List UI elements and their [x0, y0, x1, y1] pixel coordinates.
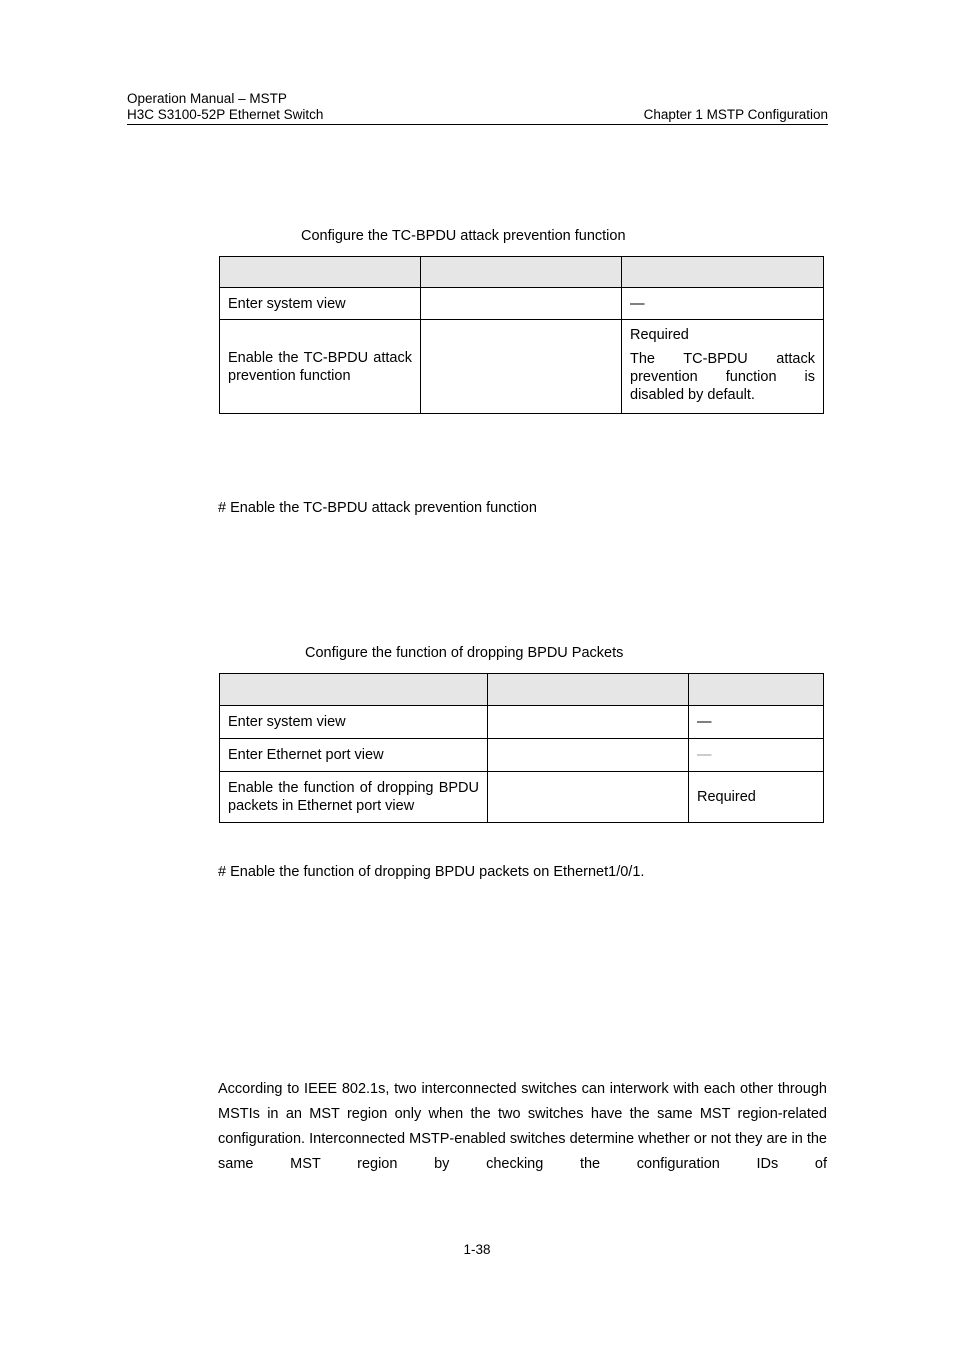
- operation-cell: Enter Ethernet port view: [220, 739, 488, 772]
- product-name: H3C S3100-52P Ethernet Switch: [127, 107, 324, 122]
- command-cell: [421, 288, 622, 320]
- description-detail: The TC-BPDU attack prevention function is disabled by default.: [630, 351, 815, 403]
- table-row: [220, 320, 824, 414]
- chapter-title: Chapter 1 MSTP Configuration: [643, 107, 828, 122]
- operation-cell: Enter system view: [220, 706, 488, 739]
- command-cell: [488, 706, 689, 739]
- operation-text: Enable the TC-BPDU attack prevention function: [228, 349, 412, 384]
- operation-cell: Enter system view: [220, 288, 421, 320]
- header-cell: [488, 674, 689, 706]
- description-cell: Required: [689, 772, 824, 823]
- tc-bpdu-config-table: [219, 256, 824, 414]
- table-row: [220, 772, 824, 823]
- example-comment: # Enable the TC-BPDU attack prevention function: [218, 500, 537, 516]
- manual-title: Operation Manual – MSTP: [127, 91, 287, 106]
- description-cell: —: [689, 739, 824, 772]
- body-paragraph: [218, 1077, 827, 1177]
- description-required: Required: [630, 327, 689, 343]
- description-cell: [622, 320, 824, 414]
- table-header-row: [220, 257, 824, 288]
- table2-caption: Configure the function of dropping BPDU Packets: [305, 645, 624, 661]
- command-cell: [488, 772, 689, 823]
- command-cell: [421, 320, 622, 414]
- example-comment: # Enable the function of dropping BPDU packets on Ethernet1/0/1.: [218, 864, 645, 880]
- table-header-row: [220, 674, 824, 706]
- header-cell: [622, 257, 824, 288]
- description-cell: —: [622, 288, 824, 320]
- operation-cell: Enable the function of dropping BPDU packets in Ethernet port view: [220, 772, 488, 823]
- running-header-left: [127, 91, 323, 123]
- header-rule: [127, 124, 828, 125]
- table-row: [220, 739, 824, 772]
- operation-cell: [220, 320, 421, 414]
- description-cell: —: [689, 706, 824, 739]
- drop-bpdu-config-table: [219, 673, 824, 823]
- page-number: 1-38: [463, 1242, 491, 1257]
- header-cell: [220, 257, 421, 288]
- paragraph-text: According to IEEE 802.1s, two interconnected switches can interwork with each other through MSTIs in an MST region only when the two switches have the same MST region-related configuration. Interconnected MSTP-enabled switches determine whether or not they are in the same MST region by checking the configuration IDs of: [218, 1081, 827, 1172]
- table-row: [220, 706, 824, 739]
- header-cell: [220, 674, 488, 706]
- table-row: [220, 288, 824, 320]
- table1-caption: Configure the TC-BPDU attack prevention function: [301, 228, 626, 244]
- header-cell: [689, 674, 824, 706]
- header-cell: [421, 257, 622, 288]
- command-cell: [488, 739, 689, 772]
